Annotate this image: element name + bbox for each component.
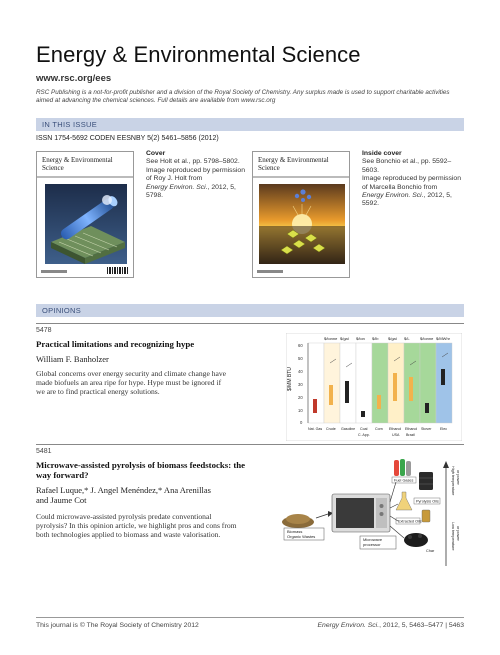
cover-caption-reference: Energy Environ. Sci., 2012, 5, 5798. — [146, 183, 236, 200]
figure-bottom-label-2: USA — [392, 433, 400, 437]
cover-journal-title: Energy & Environmental Science — [42, 156, 113, 172]
low-temp-label-2: or power — [456, 526, 460, 541]
inside-cover-graphic-icon — [253, 180, 350, 278]
inside-cover-image-thumbnail[interactable] — [252, 151, 350, 278]
article-divider — [36, 323, 464, 324]
biomass-label: Biomass — [287, 529, 303, 534]
figure-bottom-label: Gasoline — [341, 427, 356, 431]
article-title-link[interactable]: Microwave-assisted pyrolysis of biomass feedstocks: the way forward? — [36, 460, 246, 480]
figure-bottom-label-2: C. App. — [358, 433, 370, 437]
organic-wastes-label: Organic Wastes — [287, 534, 316, 539]
high-temp-label: High temperature — [451, 466, 455, 496]
section-label-in-this-issue: IN THIS ISSUE — [42, 120, 98, 129]
figure-bottom-label: Ethanol — [389, 427, 402, 431]
fuel-gases-label: Fuel Gases — [394, 478, 414, 483]
figure-top-label: $/ton — [356, 336, 365, 341]
article-authors: Rafael Luque,* J. Angel Menéndez,* Ana Arenillas and Jaume Cot — [36, 485, 211, 505]
cover-divider — [253, 176, 349, 178]
figure-y-tick: 20 — [298, 395, 303, 400]
pyrolysis-oils-label: Pyrolysis Oils — [416, 499, 439, 504]
journal-title: Energy & Environmental Science — [36, 42, 361, 67]
cover-label: Cover — [146, 150, 166, 157]
figure-bottom-label: Elec — [440, 427, 447, 431]
cover-barcode-icon — [107, 267, 129, 274]
article-abstract: Global concerns over energy security and climate change have made biofuels an area ripe for hype. Hype must be ignored if we are to find practical energy solutions. — [36, 369, 227, 396]
figure-y-tick: 60 — [298, 343, 303, 348]
figure-top-label: $/gal — [388, 336, 397, 341]
figure-bottom-label: Stover — [421, 427, 432, 431]
article-title-link[interactable]: Practical limitations and recognizing hype — [36, 339, 195, 349]
figure-top-label: $/lb — [372, 336, 379, 341]
article-divider — [36, 444, 464, 445]
section-label-opinions: OPINIONS — [42, 306, 82, 315]
figure-bottom-label: Coal — [360, 427, 368, 431]
section-bar-opinions — [36, 304, 464, 317]
high-temp-label-2: or power — [456, 470, 460, 485]
char-label: Char — [426, 549, 435, 553]
figure-top-label: $/MWhr — [436, 336, 450, 341]
cover-divider — [37, 176, 133, 178]
figure-top-label: $/gal — [340, 336, 349, 341]
cover-caption-line: See Bonchio et al., pp. 5592–5603. — [362, 158, 452, 174]
cover-publisher-logo — [257, 270, 283, 273]
footer-divider — [36, 617, 464, 618]
figure-bottom-label: Nat. Gas — [308, 427, 323, 431]
energy-price-comparison-figure — [286, 333, 462, 441]
article-authors: William F. Banholzer — [36, 354, 109, 364]
figure-bottom-label: Ethanol — [405, 427, 418, 431]
article-page-number: 5481 — [36, 448, 52, 455]
issn-line: ISSN 1754-5692 CODEN EESNBY 5(2) 5461–5856 (2012) — [36, 135, 219, 142]
microwave-pyrolysis-figure — [276, 456, 466, 574]
cover-publisher-logo — [41, 270, 67, 273]
inside-cover-caption — [362, 150, 467, 209]
figure-y-tick: 50 — [298, 356, 303, 361]
footer-citation: Energy Environ. Sci., 2012, 5, 5463–5477 | 5463 — [317, 622, 464, 629]
article-page-number: 5478 — [36, 327, 52, 334]
footer-copyright: This journal is © The Royal Society of Chemistry 2012 — [36, 622, 199, 629]
figure-top-label: $/tonne — [420, 336, 434, 341]
figure-y-tick: 0 — [300, 420, 303, 425]
cover-caption-line: Image reproduced by permission — [146, 166, 245, 174]
microwave-label: Microwave — [363, 537, 383, 542]
figure-top-label: $/tonne — [324, 336, 338, 341]
figure-y-axis-label: $/MM BTU — [287, 367, 293, 391]
figure-top-label: $/L — [404, 336, 410, 341]
cover-caption-line: of Marcella Bonchio from — [362, 183, 438, 191]
cover-caption-line: of Roy J. Holt from — [146, 175, 203, 183]
cover-label: Inside cover — [362, 150, 402, 157]
figure-y-tick: 10 — [298, 408, 303, 413]
low-temp-label: Low temperature — [451, 522, 455, 551]
cover-image-thumbnail[interactable] — [36, 151, 134, 278]
figure-bottom-label: Crude — [326, 427, 336, 431]
article-abstract: Could microwave-assisted pyrolysis predate conventional pyrolysis? In this opinion article, we highlight pros and cons from both technologies applied to biomass and waste valorisation. — [36, 512, 237, 539]
cover-caption-line: See Holt et al., pp. 5798–5802. — [146, 158, 240, 166]
section-bar-in-this-issue — [36, 118, 464, 131]
figure-bottom-label: Corn — [375, 427, 383, 431]
figure-y-tick: 30 — [298, 382, 303, 387]
extracted-oils-label: Extracted Oils — [398, 519, 422, 524]
figure-bottom-label-2: Brazil — [406, 433, 415, 437]
cover-caption — [146, 150, 251, 200]
cover-caption-line: Image reproduced by permission — [362, 175, 461, 183]
cover-caption-reference: Energy Environ. Sci., 2012, 5, 5592. — [362, 192, 452, 208]
figure-y-tick: 40 — [298, 369, 303, 374]
cover-graphic-icon — [37, 180, 134, 278]
publisher-notice: RSC Publishing is a not-for-profit publisher and a division of the Royal Society of Chemistry. Any surplus made is used to support charitable activities aimed at advancing the chemical sciences. Full details are available from www.rsc.org — [36, 89, 450, 104]
journal-url[interactable]: www.rsc.org/ees — [36, 73, 112, 84]
cover-journal-title: Energy & Environmental Science — [258, 156, 329, 172]
processor-label: processor — [363, 542, 381, 547]
